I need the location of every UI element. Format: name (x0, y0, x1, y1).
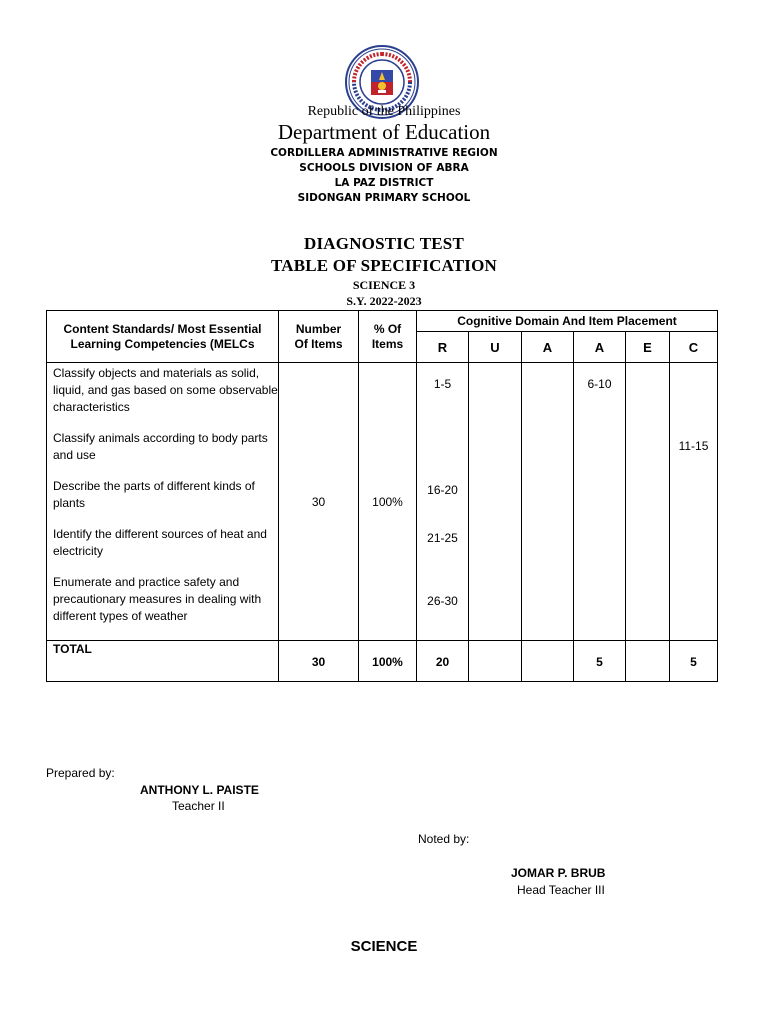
noter-name: JOMAR P. BRUB (511, 866, 606, 880)
competency-item: Classify animals according to body parts and use (53, 431, 268, 462)
total-a2: 5 (574, 641, 626, 682)
tos-title: TABLE OF SPECIFICATION (270, 256, 498, 275)
competency-list (47, 363, 279, 641)
placement-r-cell (417, 363, 469, 641)
total-percent: 100% (359, 641, 417, 682)
percent-column-header: % Of Items (359, 311, 417, 363)
noter-title: Head Teacher III (517, 883, 605, 897)
domain-letter-a2: A (574, 332, 626, 363)
preparer-name: ANTHONY L. PAISTE (140, 783, 259, 797)
placement-value: 16-20 (427, 483, 458, 497)
total-label: TOTAL (47, 641, 279, 682)
total-items: 30 (279, 641, 359, 682)
placement-value: 21-25 (427, 531, 458, 545)
percent-of-items-cell: 100% (359, 363, 417, 641)
school-year-line: S.Y. 2022-2023 (346, 294, 422, 308)
placement-a2-cell (574, 363, 626, 641)
placement-a1-cell (522, 363, 574, 641)
cognitive-domain-header: Cognitive Domain And Item Placement (417, 311, 718, 332)
number-of-items-cell: 30 (279, 363, 359, 641)
prepared-by-label: Prepared by: (46, 766, 115, 780)
total-c: 5 (670, 641, 718, 682)
domain-letter-r: R (417, 332, 469, 363)
placement-value: 1-5 (433, 377, 452, 391)
department-name: Department of Education (277, 120, 491, 144)
table-header-row (47, 311, 718, 332)
total-e (626, 641, 670, 682)
republic-line: Republic of the Philippines (307, 104, 461, 119)
domain-letter-c: C (670, 332, 718, 363)
division-line: SCHOOLS DIVISION OF ABRA (299, 162, 469, 174)
total-r: 20 (417, 641, 469, 682)
competency-column-header: Content Standards/ Most Essential Learning Competencies (MELCs (47, 311, 279, 363)
preparer-title: Teacher II (172, 799, 225, 813)
subject-line: SCIENCE 3 (352, 278, 416, 292)
school-line: SIDONGAN PRIMARY SCHOOL (297, 192, 471, 204)
test-title: DIAGNOSTIC TEST (304, 234, 464, 253)
placement-u-cell (469, 363, 522, 641)
domain-letter-u: U (469, 332, 522, 363)
competency-item: Enumerate and practice safety and precautionary measures in dealing with different types of weather (53, 575, 262, 623)
competency-item: Identify the different sources of heat and electricity (53, 527, 267, 558)
placement-value: 11-15 (678, 439, 709, 453)
placement-c-cell (670, 363, 718, 641)
placement-value: 26-30 (427, 594, 458, 608)
domain-letter-a1: A (522, 332, 574, 363)
noted-by-label: Noted by: (418, 832, 470, 846)
placement-e-cell (626, 363, 670, 641)
table-body-row (47, 363, 718, 641)
footer-subject: SCIENCE (350, 938, 418, 955)
region-line: CORDILLERA ADMINISTRATIVE REGION (270, 147, 498, 159)
specification-table (46, 310, 718, 682)
total-u (469, 641, 522, 682)
items-column-header: Number Of Items (279, 311, 359, 363)
domain-letter-e: E (626, 332, 670, 363)
placement-value: 6-10 (587, 377, 612, 391)
district-line: LA PAZ DISTRICT (334, 177, 434, 189)
competency-item: Classify objects and materials as solid, liquid, and gas based on some observable characteristics (53, 366, 278, 414)
total-a1 (522, 641, 574, 682)
competency-item: Describe the parts of different kinds of plants (53, 479, 255, 510)
total-row (47, 641, 718, 682)
